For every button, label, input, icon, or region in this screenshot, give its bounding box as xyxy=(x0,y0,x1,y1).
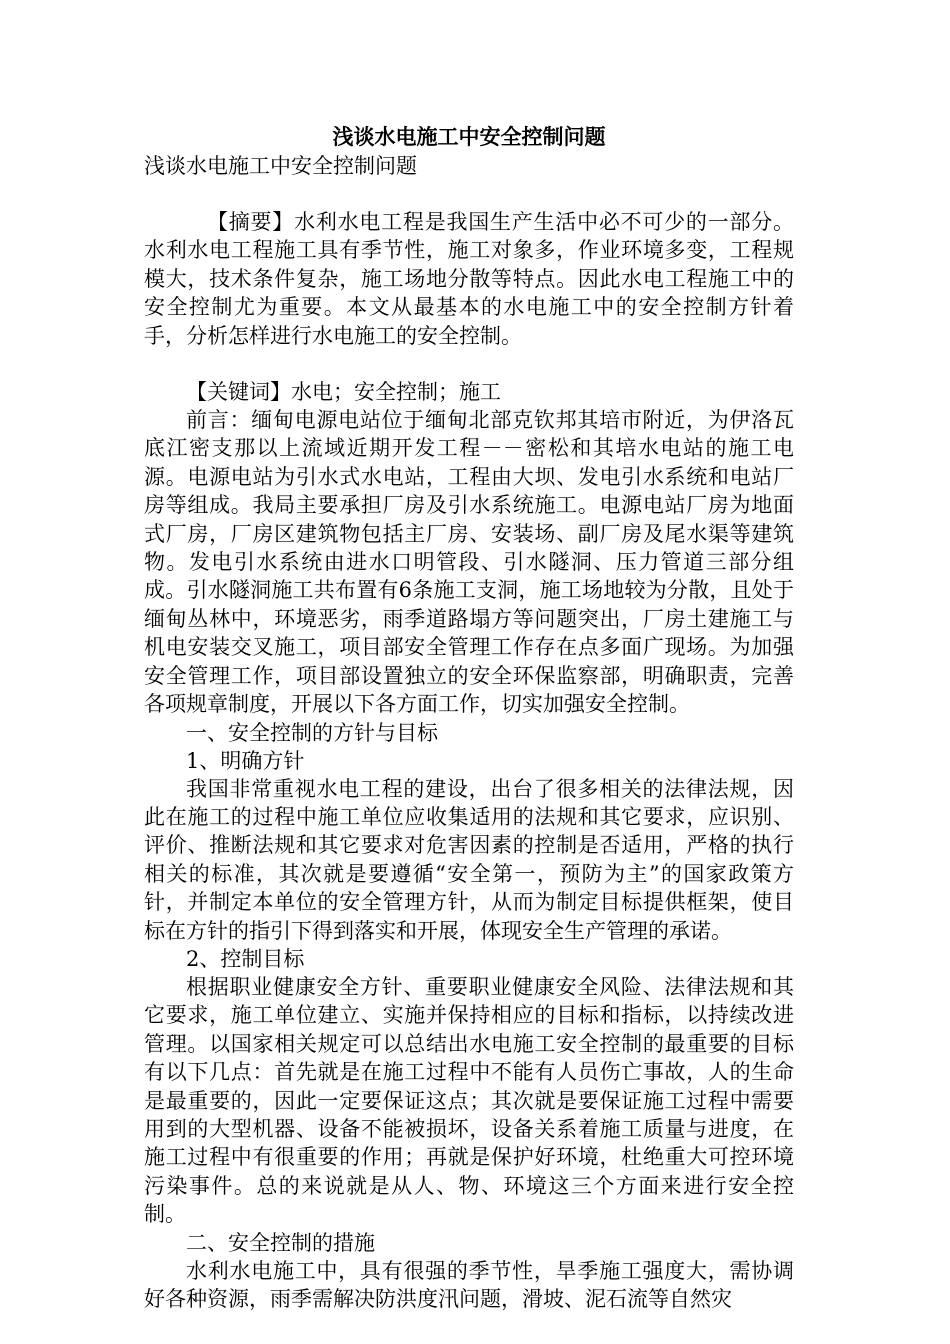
document-content xyxy=(144,122,794,1313)
subsection-heading-1-1: 1、明确方针 xyxy=(186,748,305,773)
preface-paragraph: 前言：缅甸电源电站位于缅甸北部克钦邦其培市附近，为伊洛瓦底江密支那以上流域近期开发工程－－密松和其培水电站的施工电源。电源电站为引水式水电站，工程由大坝、发电引水系统和电站厂房等组成。我局主要承担厂房及引水系统施工。电源电站厂房为地面式厂房，厂房区建筑物包括主厂房、安装场、副厂房及尾水渠等建筑物。发电引水系统由进水口明管段、引水隧洞、压力管道三部分组成。引水隧洞施工共布置有6条施工支洞，施工场地较为分散，且处于缅甸丛林中，环境恶劣，雨季道路塌方等问题突出，厂房土建施工与机电安装交叉施工，项目部安全管理工作存在点多面广现场。为加强安全管理工作，项目部设置独立的安全环保监察部，明确职责，完善各项规章制度，开展以下各方面工作，切实加强安全控制。 xyxy=(144,408,794,717)
document-subtitle: 浅谈水电施工中安全控制问题 xyxy=(144,154,417,178)
document-title: 浅谈水电施工中安全控制问题 xyxy=(332,124,606,149)
section-paragraph-2: 水利水电施工中，具有很强的季节性，旱季施工强度大，需协调好各种资源，雨季需解决防洪度汛问题，滑坡、泥石流等自然灾 xyxy=(144,1258,794,1311)
section-heading-2: 二、安全控制的措施 xyxy=(186,1230,375,1255)
subsection-paragraph-1-1: 我国非常重视水电工程的建设，出台了很多相关的法律法规，因此在施工的过程中施工单位应收集适用的法规和其它要求，应识别、评价、推断法规和其它要求对危害因素的控制是否适用，严格的执行相关的标准，其次就是要遵循“安全第一，预防为主”的国家政策方针，并制定本单位的安全管理方针，从而为制定目标提供框架，使目标在方针的指引下得到落实和开展，体现安全生产管理的承诺。 xyxy=(144,776,794,943)
section-heading-1: 一、安全控制的方针与目标 xyxy=(186,720,438,745)
subsection-paragraph-1-2: 根据职业健康安全方针、重要职业健康安全风险、法律法规和其它要求，施工单位建立、实施并保持相应的目标和指标，以持续改进管理。以国家相关规定可以总结出水电施工安全控制的最重要的目标有以下几点：首先就是在施工过程中不能有人员伤亡事故，人的生命是最重要的，因此一定要保证这点；其次就是要保证施工过程中需要用到的大型机器、设备不能被损坏，设备关系着施工质量与进度，在施工过程中有很重要的作用；再就是保护好环境，杜绝重大可控环境污染事件。总的来说就是从人、物、环境这三个方面来进行安全控制。 xyxy=(144,974,794,1227)
keywords-line: 【关键词】水电；安全控制；施工 xyxy=(186,380,501,405)
subsection-heading-1-2: 2、控制目标 xyxy=(186,946,305,971)
abstract-paragraph: 【摘要】水利水电工程是我国生产生活中必不可少的一部分。水利水电工程施工具有季节性，施工对象多，作业环境多变，工程规模大，技术条件复杂，施工场地分散等特点。因此水电工程施工中的安全控制尤为重要。本文从最基本的水电施工中的安全控制方针着手，分析怎样进行水电施工的安全控制。 xyxy=(144,210,794,348)
